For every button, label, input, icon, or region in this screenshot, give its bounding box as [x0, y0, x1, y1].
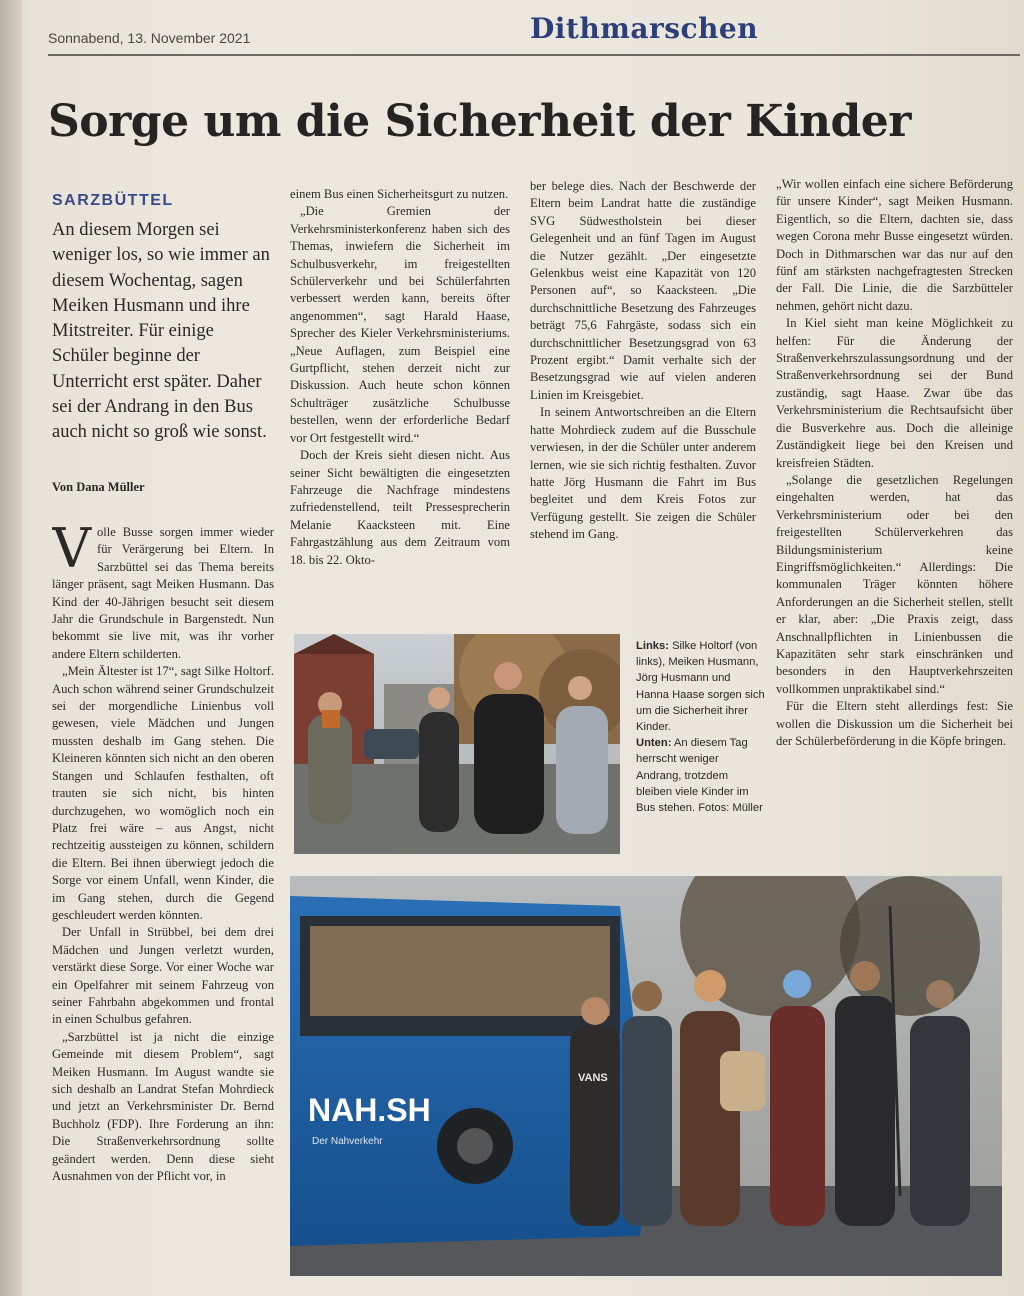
paragraph: ber belege dies. Nach der Beschwerde der Eltern beim Landrat hatte die zuständige SVG Südwestholstein bei dieser Gelegenheit und an fünf Tagen im August die Nutzer gezählt. „Der eingesetzte Gelenkbus weist eine Kapazität von 120 Personen auf“, so Kaacksteen. „Die durchschnittliche Besetzung des Fahrzeuges beträgt 75,6 Fahrgäste, sodass sich ein durchschnittlicher Besetzungsgrad von 63 Prozent ergibt.“ Damit verhalte sich der Besetzungsgrad wie auf vielen anderen Linien im Kreisgebiet.: [530, 179, 756, 402]
bus-brand-text: NAH.SH: [308, 1092, 431, 1128]
article-column-2: [290, 186, 510, 611]
photo-parents-at-bus-stop: [294, 634, 620, 854]
caption-text-top: Silke Holtorf (von links), Meiken Husmann, Jörg Husmann und Hanna Haase sorgen sich um die Sicherheit ihrer Kinder.: [636, 640, 765, 734]
article-column-4: [776, 176, 1013, 864]
paragraph: „Wir wollen einfach eine sichere Beförderung für unsere Kinder“, sagt Meiken Husmann. Eigentlich, so die Eltern, dachten sie, dass wegen Corona mehr Busse eingesetzt würden. Doch in Dithmarschen war das nur auf den fünf am stärksten nachgefragtesten Strecken der Fall. Die Linie, die die Sarzbütteler nehmen, gehört nicht dazu.: [776, 177, 1013, 313]
paragraph: „Die Gremien der Verkehrsministerkonferenz haben sich des Themas, inwiefern die Sicherheit im Schulbusverkehr, im freigestellten Schülerverkehr und bei Schülerfahrten verbessert werden kann, bereits öfter angenommen“, sagt Harald Haase, Sprecher des Kieler Verkehrsministeriums. „Neue Auflagen, zum Beispiel eine Gurtpflicht, stehen derzeit nicht zur Diskussion. Auch heute schon können Schulträger zusätzliche Schulbusse bestellen, wenn der erforderliche Bedarf vor Ort festgestellt wird.“: [290, 204, 510, 445]
header-divider: [48, 54, 1020, 56]
article-dateline: SARZBÜTTEL: [52, 192, 174, 209]
page-fold-shadow: [0, 0, 22, 1296]
paragraph: Doch der Kreis sieht diesen nicht. Aus seiner Sicht bewältigten die eingesetzten Fahrzeuge die Nachfrage mindestens zufriedenstellend, teilt Pressesprecherin Melanie Kaacksteen mit. Eine Fahrgastzählung aus dem Zeitraum vom 18. bis 22. Okto-: [290, 448, 510, 567]
bus-sub-text: Der Nahverkehr: [312, 1136, 383, 1147]
caption-label-bottom: Unten:: [636, 737, 672, 750]
article-byline: Von Dana Müller: [52, 480, 145, 494]
article-headline: Sorge um die Sicherheit der Kinder: [48, 96, 911, 147]
paragraph: olle Busse sorgen immer wieder für Verärgerung bei Eltern. In Sarzbüttel sei das Thema bereits länger präsent, sagt Meiken Husmann. Das Kind der 40-Jährigen besucht seit diesem Jahr die Grundschule in Bargenstedt. Nun bekommt sie live mit, was ihr vorher andere Eltern schilderten.: [52, 525, 274, 661]
paragraph: Für die Eltern steht allerdings fest: Sie wollen die Diskussion um die Sicherheit bei der Schülerbeförderung in die Köpfe bringen.: [776, 699, 1013, 748]
paragraph: „Mein Ältester ist 17“, sagt Silke Holtorf. Auch schon während seiner Grundschulzeit sei der morgendliche Linienbus voll gewesen, viele Mädchen und Jungen mussten deshalb im Gang stehen. Die Kleineren könnten sich nicht an den oberen Stangen und Schlaufen festhalten, oft trauten sie sich nicht, bis hinten durchzugehen, wo womöglich noch ein Platz frei wäre – aus Angst, nicht rechtzeitig aussteigen zu können, schildern die Eltern. Bei ihnen überwiegt jedoch die Sorge vor einem Unfall, wenn Kinder, die im Gang stehen, durch die Gegend geschleudert werden könnten.: [52, 664, 274, 922]
paragraph: In seinem Antwortschreiben an die Eltern hatte Mohrdieck zudem auf die Busschule verwiesen, in der die Schüler unter anderem lernen, wie sie sich richtig festhalten. Zuvor hatte Jörg Husmann die Fahrt im Bus begleitet und dem Kreis Fotos zur Verfügung gestellt. Sie zeigen die Schüler stehend im Gang.: [530, 405, 756, 542]
photo-caption: [636, 638, 766, 816]
drop-cap: V: [52, 524, 91, 580]
paragraph: „Solange die gesetzlichen Regelungen eingehalten werden, hat das Verkehrsministerium oder bei den freigestellten Schülerverkehren das Bildungsministerium keine Eingriffsmöglichkeiten.“ Allerdings: Die kommunalen Träger könnten höhere Anforderungen an die Sicherheit stellen, stellt er klar, aber: „Die Praxis zeigt, dass Anschnallpflichten in Linienbussen die Kapazitäten sehr stark einschränken und besonders in den Hauptverkehrszeiten vollkommen unpraktikabel sind.“: [776, 472, 1013, 696]
article-lead: An diesem Morgen sei weniger los, so wie immer an diesem Wochentag, sagen Meiken Husmann und ihre Mitstreiter. Für einige Schüler beginne der Unterricht erst später. Daher sei der Andrang in den Bus auch nicht so groß wie sonst.: [52, 220, 270, 443]
caption-label-top: Links:: [636, 640, 669, 652]
backpack-brand-text: VANS: [578, 1072, 608, 1084]
article-column-3: [530, 178, 756, 613]
paragraph: „Sarzbüttel ist ja nicht die einzige Gemeinde mit diesem Problem“, sagt Meiken Husmann. Im August wandte sie sich deshalb an Landrat Stefan Mohrdieck und jetzt an Verkehrsminister Dr. Bernd Buchholz (FDP). Ihre Forderung an ihn: Die Straßenverkehrsordnung sollte geändert werden. Denn diese sieht Ausnahmen von der Pflicht vor, in: [52, 1029, 274, 1184]
paragraph: einem Bus einen Sicherheitsgurt zu nutzen.: [290, 187, 509, 201]
issue-date: Sonnabend, 13. November 2021: [48, 30, 251, 46]
article-column-1: [52, 524, 274, 1264]
paragraph: Der Unfall in Strübbel, bei dem drei Mädchen und Jungen verletzt wurden, verstärkt diese Sorge. Vor einer Woche war ein Opelfahrer mit seinem Fahrzeug von seiner Fahrbahn abgekommen und frontal in einen Schulbus gefahren.: [52, 925, 274, 1027]
paragraph: In Kiel sieht man keine Möglichkeit zu helfen: Für die Änderung der Straßenverkehrszulassungsordnung und der Straßenverkehrsordnung sei der Bund zuständig, sagt Haase. Zwar übe das Verkehrsministerium die Rechtsaufsicht über die Busverkehre aus. Doch die alleinige Zuständigkeit liege bei den Kreisen und kreisfreien Städten.: [776, 316, 1013, 470]
photo-children-boarding-bus: [290, 876, 1002, 1276]
section-title: Dithmarschen: [530, 12, 759, 45]
caption-text-bottom: An diesem Tag herrscht weniger Andrang, trotzdem bleiben viele Kinder im Bus stehen. Fotos: Müller: [636, 737, 763, 815]
